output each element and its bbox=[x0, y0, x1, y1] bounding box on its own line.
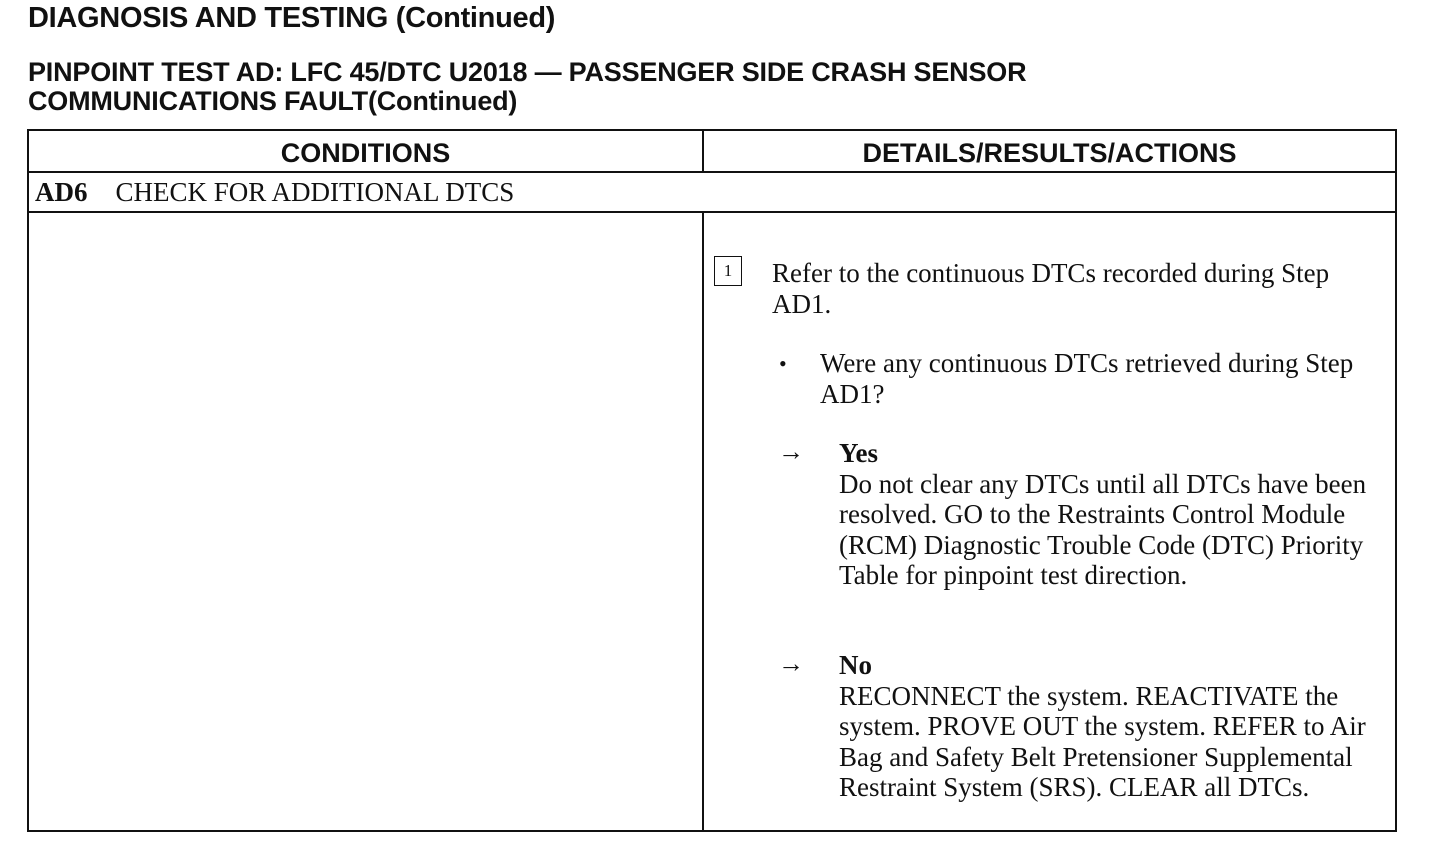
pinpoint-test-table bbox=[27, 129, 1397, 832]
test-title-line-1: PINPOINT TEST AD: LFC 45/DTC U2018 — PASSENGER SIDE CRASH SENSOR bbox=[28, 57, 1027, 87]
result-no-label: No bbox=[839, 650, 872, 680]
step-row bbox=[35, 177, 514, 208]
result-yes-text: Do not clear any DTCs until all DTCs have been resolved. GO to the Restraints Control Module (RCM) Diagnostic Trouble Code (DTC) Priority Table for pinpoint test direction. bbox=[839, 468, 1367, 590]
substep-text: Refer to the continuous DTCs recorded during Step AD1. bbox=[772, 258, 1330, 319]
details-column-header: DETAILS/RESULTS/ACTIONS bbox=[862, 138, 1237, 168]
result-no bbox=[839, 650, 1384, 803]
page-title: DIAGNOSIS AND TESTING (Continued) bbox=[28, 2, 556, 34]
result-yes-label: Yes bbox=[839, 438, 878, 468]
step-code: AD6 bbox=[35, 177, 88, 207]
step-title: CHECK FOR ADDITIONAL DTCS bbox=[115, 177, 515, 207]
question-text: Were any continuous DTCs retrieved during Step AD1? bbox=[820, 348, 1354, 409]
arrow-right-icon: → bbox=[778, 649, 804, 678]
body-column-divider bbox=[702, 212, 704, 832]
result-yes bbox=[839, 438, 1369, 591]
substep-number-box: 1 bbox=[714, 256, 742, 286]
result-no-text: RECONNECT the system. REACTIVATE the system. PROVE OUT the system. REFER to Air Bag and Safety Belt Pretensioner Supplemental Restraint System (SRS). CLEAR all DTCs. bbox=[839, 680, 1366, 802]
arrow-right-icon: → bbox=[778, 437, 804, 466]
step-row-divider bbox=[29, 211, 1395, 213]
test-title-line-2: COMMUNICATIONS FAULT(Continued) bbox=[28, 86, 518, 116]
bullet-icon: • bbox=[779, 351, 787, 376]
conditions-column-header: CONDITIONS bbox=[280, 138, 451, 168]
pinpoint-test-title bbox=[28, 58, 1408, 116]
